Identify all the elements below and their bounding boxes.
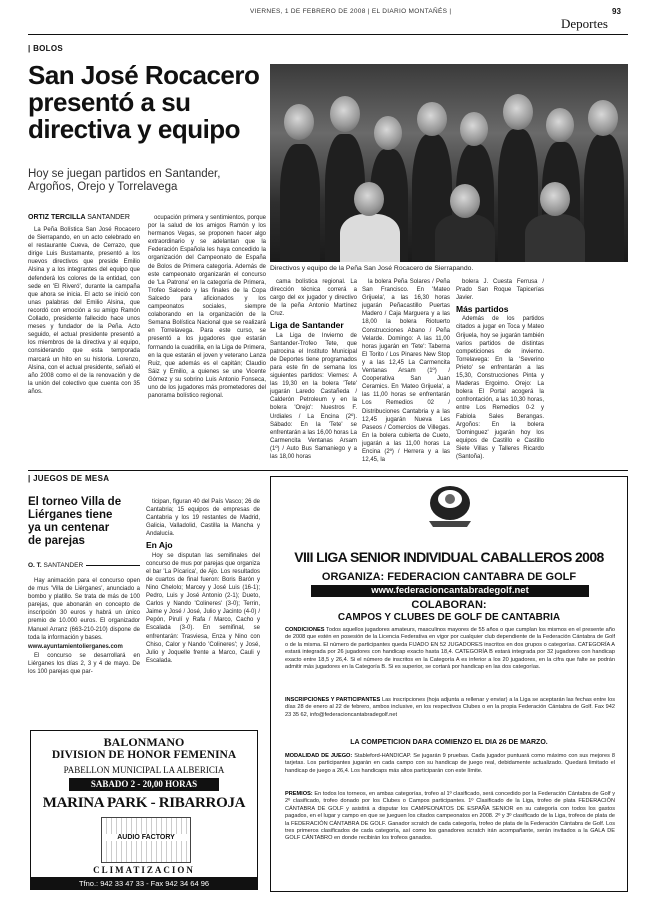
paragraph: bolera J. Cuesta Ferrusa / Prado San Roque Tapicerías Javier. <box>456 279 544 302</box>
ad-league: DIVISION DE HONOR FEMENINA <box>51 749 237 761</box>
headline-line: ya un centenar <box>28 522 110 534</box>
paragraph: Hoy se disputan las semifinales del concurso de mus por parejas que organiza el bar 'La Pícarica', de Ajo. Los resultados de cuartos de final fueron: Boris Barón y Nino Chelolo; Marcey y José Luis (16-1); Pedro, Luis y José Antonio (2-1); Dueto, Carlos y Nando 'Colineres' (3-0); Terrin, Jaime y José / José, Julio y Jacinto (4-0) / Pepón, Pirulí y Rafa / Marco, Cacho y Escalada (3-0). En semifinal, se enfrentarán: Trasviesa, Enza y Nino con Chiso, Calor y Nando 'Colineres'; y José, Julio y Joquelle frente a Marco, Cauli y Escalada. <box>146 552 260 664</box>
kicker-text: JUEGOS DE MESA <box>33 474 110 483</box>
article-byline <box>28 214 133 221</box>
paragraph: La Liga de Invierno de Santander-Trofeo Tete, que patrocina el Instituto Municipal de Deportes tiene programados para este fin de semana los siguientes partidos: Viernes: A las 19,30 en la bolera 'Tete' jugarán Laredo Castañeda / Calderón Petroleum y en la bolera 'Orejo': Nuestros F. Urdiales / La Encina (2º). Sábado: En la 'Tete' se enfrentarán a las 16,00 horas La Carmencita Ventanas Arsam (1º) / Auto Bus Samaniego y a las 18,00 horas <box>270 332 357 460</box>
golf-notice: LA COMPETICION DARA COMIENZO EL DIA 26 DE MARZO. <box>350 739 548 746</box>
headline-line: El torneo Villa de <box>28 496 122 508</box>
article-col-1 <box>28 577 140 727</box>
article-link[interactable]: www.ayuntamientolierganes.com <box>28 643 123 650</box>
byline-place: SANTANDER <box>43 562 84 569</box>
team-photo <box>270 64 628 262</box>
article-bolos <box>28 44 628 468</box>
headline-line: de parejas <box>28 535 85 547</box>
article-mus <box>28 474 260 728</box>
subheading: En Ajo <box>146 540 173 551</box>
article-kicker: | JUEGOS DE MESA <box>28 474 110 483</box>
article-col-1 <box>28 226 140 464</box>
golf-url[interactable]: www.federacioncantabradegolf.net <box>311 585 589 597</box>
photo-caption: Directivos y equipo de la Peña San José Rocacero de Sierrapando. <box>270 265 474 272</box>
paragraph: ocupación primera y sentimientos, porque por la salud de los amigos Ramón y los hermanos Vegas, se proponen hacer algo extraordinario y se adelantan que la Federación Española les haya concedido la organización del Campeonato de España de Bolos de Primera categoría. Además de este campeonato organizarán el concurso de 'La Patrona' en la categoría de Primera, Trofeo Salcedo y las finales de la Copa Salcedo para aficionados y los campeonatos sociales, siempre colaborando en la organización de la Semana Bolística Nacional que se realizará en Torrelavega. Para este curso, se presentó a los jugadores que estarán formando la cuadrilla, en la Liga de Primera, en la que estarán el joven y veterano Lanza Ruiz, que además es el capitán; Claudio Sáiz y Emilio, a quienes se une Vicente Gómez y su sobrino Luis Antonio Fonseca, uno de los jugadores más prometedores del panorama bolístico regional. <box>148 215 266 400</box>
paragraph: ticipan, figuran 40 del País Vasco; 26 de Cantabria; 15 equipos de empresas de Cantabria y los 19 restantes de Madrid, Galicia, Valladolid, Castilla la Mancha y Andalucía. <box>146 499 260 538</box>
paragraph: Stableford-HANDICAP. Se jugarán 9 pruebas. Cada jugador puntuará como máximo con sus mejores 8 tarjetas. Los participantes jugarán en cada campo con su handicap de juego real, debidamente actualizado. Quedará limitado el handicap de juego a 26,4. Los handicaps más altos participarán con este límite. <box>285 753 615 774</box>
paragraph: la bolera Peña Solares / Peña San Francisco. En 'Mateo Grijuela', a las 16,30 horas jugarán Peñacastillo Puertas Madero / Caja Marguera y a las 18,00 la bolera Riotuerto Construcciones Abano / Peña Velarde. Domingo: A las 11,00 horas jugarán en 'Tete': Taberna El Torito / Los Pinares New Stop y a las 12,45 La Carmencita Ventanas Arsam (1º) / Cooperativa San Juan Ceramics. En 'Mateo Grijuela', a las 11,00 horas se enfrentarán Los Remedios 02 / Distribuciones Cantabria y a las 12,45 jugarán Nueva Les Paseos / Comercios de Villegas. En la bolera cubierta de Cueto, jugarán a las 11,00 horas La Encina (2º) / Herrera y a las 12,45, la <box>362 279 450 464</box>
section-divider <box>28 470 628 471</box>
ad-phones: Tfno.: 942 33 47 33 - Fax 942 34 64 96 <box>31 877 257 890</box>
golf-collab: CAMPOS Y CLUBES DE GOLF DE CANTABRIA <box>337 612 561 623</box>
ad-venue: PABELLON MUNICIPAL LA ALBERICIA <box>63 765 225 775</box>
golf-org: ORGANIZA: FEDERACION CANTABRA DE GOLF <box>321 571 577 583</box>
para-lead: CONDICIONES <box>285 627 325 633</box>
golf-inscriptions <box>285 697 615 733</box>
para-lead: MODALIDAD DE JUEGO: <box>285 753 353 759</box>
headline-line: San José Rocacero <box>28 60 260 90</box>
page-number: 93 <box>612 7 621 16</box>
byline-author: ORTIZ TERCILLA <box>28 214 86 221</box>
header-rule <box>28 34 628 35</box>
article-col-2 <box>146 498 260 728</box>
golf-emblem-icon <box>421 483 479 529</box>
para-lead: INSCRIPCIONES Y PARTICIPANTES <box>285 697 381 703</box>
paragraph: Todos aquellos jugadores amateurs, masculinos mayores de 55 años o que cumplan los mismos en el presente año de 2008 que estén en posesión de la Licencia Federativa en vigor por cualquier club dependiente de la Federación Cántabra de Golf o de la misma. El número de participantes queda FIJADO EN 52 JUGADORES inscritos en dos grupos o categorías. CATEGORÍA A estará integrada por 26 jugadores con handicap exacto hasta 18,4. CATEGORÍA B estará integrada por 32 jugadores con handicap exacto entre 18,5 y 26,4. Si el número de inscritos en la Categoría A es inferior a los 20 jugadores, en la cifra que falte se podrán admitir más jugadores en la Categoría B. Si es superior, se cortará por handicap en las dos categorías. <box>285 627 615 671</box>
article-kicker: | BOLOS <box>28 44 64 53</box>
sponsor-sub: CLIMATIZACION <box>93 865 195 875</box>
balonmano-ad <box>30 730 258 890</box>
golf-prizes <box>285 791 615 887</box>
sponsor-logo <box>101 817 191 863</box>
paragraph: cama bolística regional. La dirección técnica correrá a cargo del ex jugador y directivo de la peña Antonio Martínez Cruz. <box>270 279 357 318</box>
byline-place: SANTANDER <box>87 214 130 221</box>
kicker-text: BOLOS <box>33 44 64 53</box>
golf-modality <box>285 753 615 789</box>
paragraph: El concurso se desarrollará en Liérganes los días 2, 3 y 4 de mayo. De los 100 parejas que par- <box>28 652 140 676</box>
article-col-4 <box>362 278 450 464</box>
golf-collab-label: COLABORAN: <box>411 599 487 611</box>
article-col-3 <box>270 278 357 464</box>
article-byline <box>28 562 86 569</box>
paragraph: Las inscripciones (hoja adjunta a rellenar y enviar) a la Liga se aceptarán las fechas entre los días 28 de enero al 22 de febrero, ambos inclusive, en los respectivos Clubes o en la propia Federación Cántabra de Golf. Fax 942 23 35 62, info@federacioncantabradegolf.net <box>285 697 615 718</box>
article-headline <box>28 62 264 143</box>
headline-line: Liérganes tiene <box>28 509 113 521</box>
byline-author: O. T. <box>28 562 42 569</box>
header-dateline: VIERNES, 1 DE FEBRERO DE 2008 | EL DIARIO MONTAÑÉS | <box>250 8 452 15</box>
ad-date: SABADO 2 - 20,00 HORAS <box>69 778 219 791</box>
subheading: Liga de Santander <box>270 320 344 331</box>
headline-line: directiva y equipo <box>28 114 241 144</box>
golf-conditions <box>285 627 615 697</box>
ad-title: BALONMANO <box>103 735 185 749</box>
paragraph: En todos los torneos, en ambas categorías, trofeo al 1º clasificado, será concedido por la Federación Cántabra de Golf y 2º clasificado, trofeo donado por los Clubes o Campos participantes. 1º Clasificado de la Liga, trofeo de plata FEDERACIÓN CÁNTABRA DE GOLF y asistirá a disputar los CAMPEONATOS DE ESPAÑA SENIOR en su categoría con todos los gastos pagados, en el lugar y campo en que se jueguen los citados campeonatos en 2008. 2º y 3º clasificado de la Liga, trofeos de plata de la FEDERACIÓN CÁNTABRA DE GOLF. Ganador scratch de cada categoría, trofeo de plata de la Federación Cántabra de Golf. Los tres primeros clasificados de cada categoría, así como los ganadores scratch irán acompañante, serán invitados a la GALA DE GOLF CÁNTABRO en donde recibirán los trofeos ganados. <box>285 791 615 842</box>
golf-ad <box>270 476 628 892</box>
article-col-5 <box>456 278 544 464</box>
article-headline <box>28 496 142 548</box>
article-col-2 <box>148 214 266 464</box>
paragraph: Hay animación para el concurso open de mus 'Villa de Liérganes', anunciado a bombo y platillo. Se trata de más de 100 parejas, que abonarán en concepto de inscripción 30 euros y habrá un único premio de 10.000 euros. El organizador Manuel Arranz (663-210-210) dispone de toda la información y bases. <box>28 578 140 641</box>
para-lead: PREMIOS: <box>285 791 313 797</box>
ad-match: MARINA PARK - RIBARROJA <box>42 795 246 811</box>
section-title: Deportes <box>561 16 608 31</box>
page-header <box>28 6 628 31</box>
paragraph: Además de los partidos citados a jugar en Toca y Mateo Grijuela, hoy se jugarán también varios partidos de distintas competiciones de invierno. Torrelavega: En la 'Severino Prieto' se enfrentarán a las 15,30, Construcciones Pinta y Maderas Ergoimo. Orejo: La bolera El Portal acogerá la confrontación, a las 10,30 horas, entre Los Remedios 0-2 y Fabiola Sales Berangas. Argoños: En la bolera 'Dominguez' jugarán hoy los equipos de Castillo e Castillo Siete Villas y Talleres Ricardo (Santoña). <box>456 316 544 460</box>
subheading: Más partidos <box>456 304 509 315</box>
article-subhead: Hoy se juegan partidos en Santander, Argoños, Orejo y Torrelavega <box>28 168 221 193</box>
sponsor-name: AUDIO FACTORY <box>102 834 190 841</box>
headline-line: presentó a su <box>28 87 191 117</box>
golf-title: VIII LIGA SENIOR INDIVIDUAL CABALLEROS 2008 <box>294 549 604 565</box>
paragraph: La Peña Bolística San José Rocacero de Sierrapando, en un acto celebrado en el restaurante Cueva, de Cerrazo, que dirige Luis Bustamante, presentó a los nuevos directivos que preside Emilio Alsina y a los integrantes del equipo que defenderá los colores de la entidad, con sede en 'El Riveró', durante la campaña que ahora se inicia. El acto se inició con unas palabras del Emilio Alsina, que recordó con emoción a su amigo Ramón Collado, presidente fallecido hace unos meses y fundador de la Peña. Acto seguido, el actual presidente presentó a los miembros de la directiva y al equipo, considerando que esta temporada marcará un hito en su historia. Lorenzo, Alsina, con el actual presidente, señaló el año 2008 como el de la renovación y de la unión del colectivo que cuenta con 35 años. <box>28 227 140 395</box>
